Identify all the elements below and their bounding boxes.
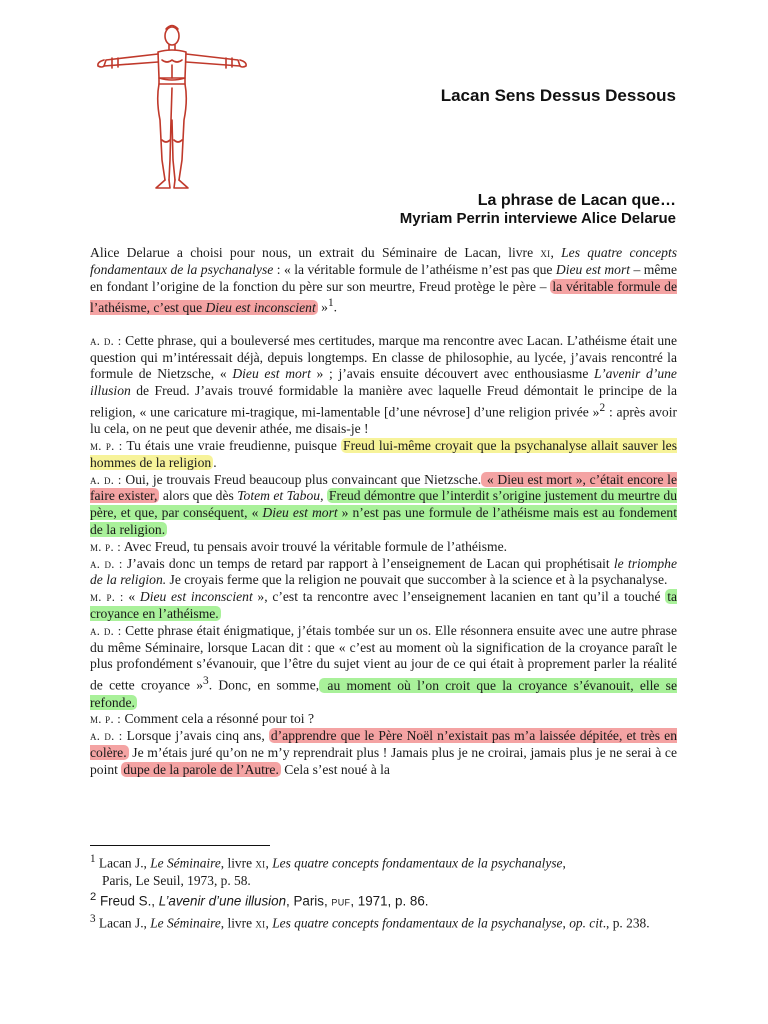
- dialogue-paragraph: m. p. : Avec Freud, tu pensais avoir trouvé la véritable formule de l’athéisme.: [90, 538, 508, 554]
- site-title: Lacan Sens Dessus Dessous: [440, 86, 676, 105]
- speaker-label: a. d. :: [90, 623, 122, 638]
- dialogue-paragraph: a. d. : Cette phrase, qui a bouleversé mes certitudes, marque ma rencontre avec Lacan. L’athéisme était une question qui m’intéressait déjà, depuis longtemps. En classe de philosophie, au lycée, j’avais rencontré la formule de Nietzsche, « Dieu est mort » ; j’avais ensuite découvert avec enthousiasme L’avenir d’une illusion de Freud. J’avais trouvé formidable la manière avec laquelle Freud démontait le principe de la religion, « une caricature mi-tragique, mi-lamentable [d’une névrose] d’une religion privée »$^2$ : après avoir lu cela, on ne peut que devenir athée, me disais-je !: [90, 332, 677, 437]
- footnote-3: $^3$ Lacan J., Le Séminaire, livre xi, Les quatre concepts fondamentaux de la psychanalyse, op. cit., p. 238.: [90, 912, 650, 931]
- dialogue-paragraph: m. p. : Comment cela a résonné pour toi ?: [90, 711, 314, 727]
- speaker-label: m. p. :: [90, 439, 123, 454]
- highlight-red: d’apprendre que le Père Noël n’existait pas m’a laissée dépitée, et très en colère.: [90, 728, 678, 760]
- dialogue-paragraph: m. p. : « Dieu est inconscient », c’est ta rencontre avec l’enseignement lacanien en tant qu’il a touché ta croyance en l’athéisme.: [90, 589, 678, 621]
- dialogue-paragraph: a. d. : Lorsque j’avais cinq ans, d’apprendre que le Père Noël n’existait pas m’a laissée dépitée, et très en colère. Je m’étais juré qu’on ne m’y reprendrait plus ! Jamais plus je ne croirai, jamais plus je ne serai à ce point dupe de la parole de l’Autre. Cela s’est noué à la: [90, 728, 678, 777]
- speaker-label: a. d. :: [90, 333, 122, 348]
- intro-paragraph: Alice Delarue a choisi pour nous, un extrait du Séminaire de Lacan, livre xi, Les quatre concepts fondamentaux de la psychanalyse : « la véritable formule de l’athéisme n’est pas que Dieu est mort – même en fondant l’origine de la fonction du père sur son meurtre, Freud protège le père – la véritable formule de l’athéisme, c’est que Dieu est inconscient »$^1$.: [90, 245, 678, 315]
- dialogue-paragraph: m. p. : Tu étais une vraie freudienne, puisque Freud lui-même croyait que la psychanalyse allait sauver les hommes de la religion .: [90, 438, 677, 470]
- highlight-green: au moment où l’on croit que la croyance s’évanouit, elle se refonde.: [90, 677, 678, 710]
- footnote-2: $^2$ Freud S., L’avenir d’une illusion, Paris, puf, 1971, p. 86.: [90, 891, 429, 909]
- article-body: [90, 245, 677, 779]
- highlight-green: Freud démontre que l’interdit s’origine justement du meurtre du père, et que, par conséquent, « Dieu est mort » n’est pas une formule de l’athéisme mais est au fondement de la religion.: [90, 488, 678, 538]
- speaker-label: a. d. :: [90, 472, 122, 487]
- highlight-red: dupe de la parole de l’Autre.: [123, 761, 279, 777]
- footnote-ref-2[interactable]: 2: [599, 401, 606, 414]
- speaker-label: a. d. :: [90, 556, 123, 571]
- highlight-green: ta croyance en l’athéisme.: [90, 589, 678, 621]
- dialogue-paragraph: a. d. : J’avais donc un temps de retard par rapport à l’enseignement de Lacan qui prophétisait le triomphe de la religion. Je croyais ferme que la religion ne pouvait que succomber à la science et à la psychanalyse.: [90, 555, 677, 588]
- speaker-label: a. d. :: [90, 729, 123, 744]
- logo-figure-illustration: [92, 20, 252, 198]
- article-subtitle: Myriam Perrin interviewe Alice Delarue: [399, 210, 676, 227]
- footnotes: [90, 851, 680, 932]
- highlight-red: la véritable formule de l’athéisme, c’est que Dieu est inconscient: [90, 278, 678, 315]
- dialogue-paragraph: a. d. : Cette phrase était énigmatique, j’étais tombée sur un os. Elle résonnera ensuite avec une autre phrase du même Séminaire, lorsque Lacan dit : que « c’est au moment où la signification de la croyance paraît le plus profondément s’évanouir, que l’être du sujet vient au jour de ce qui était à proprement parler la réalité de cette croyance »$^3$. Donc, en somme, au moment où l’on croit que la croyance s’évanouit, elle se refonde.: [90, 622, 678, 710]
- footnote-1: $^1$ Lacan J., Le Séminaire, livre xi, Les quatre concepts fondamentaux de la psychanalyse, Paris, Le Seuil, 1973, p. 58.: [90, 853, 566, 889]
- speaker-label: m. p. :: [90, 712, 122, 727]
- article-title: La phrase de Lacan que…: [477, 192, 676, 209]
- speaker-label: m. p. :: [90, 539, 122, 554]
- highlight-yellow: Freud lui-même croyait que la psychanalyse allait sauver les hommes de la religion: [90, 438, 677, 470]
- highlight-red: « Dieu est mort », c’était encore le faire exister,: [90, 471, 677, 504]
- footnote-divider: [90, 845, 270, 846]
- footnote-ref-1[interactable]: 1: [327, 297, 334, 310]
- footnote-ref-3[interactable]: 3: [203, 675, 209, 688]
- speaker-label: m. p. :: [90, 590, 124, 605]
- dialogue-paragraph: a. d. : Oui, je trouvais Freud beaucoup plus convaincant que Nietzsche. « Dieu est mort », c’était encore le faire exister, alors que dès Totem et Tabou, Freud démontre que l’interdit s’origine justement du meurtre du père, et que, par conséquent, « Dieu est mort » n’est pas une formule de l’athéisme mais est au fondement de la religion.: [90, 471, 678, 538]
